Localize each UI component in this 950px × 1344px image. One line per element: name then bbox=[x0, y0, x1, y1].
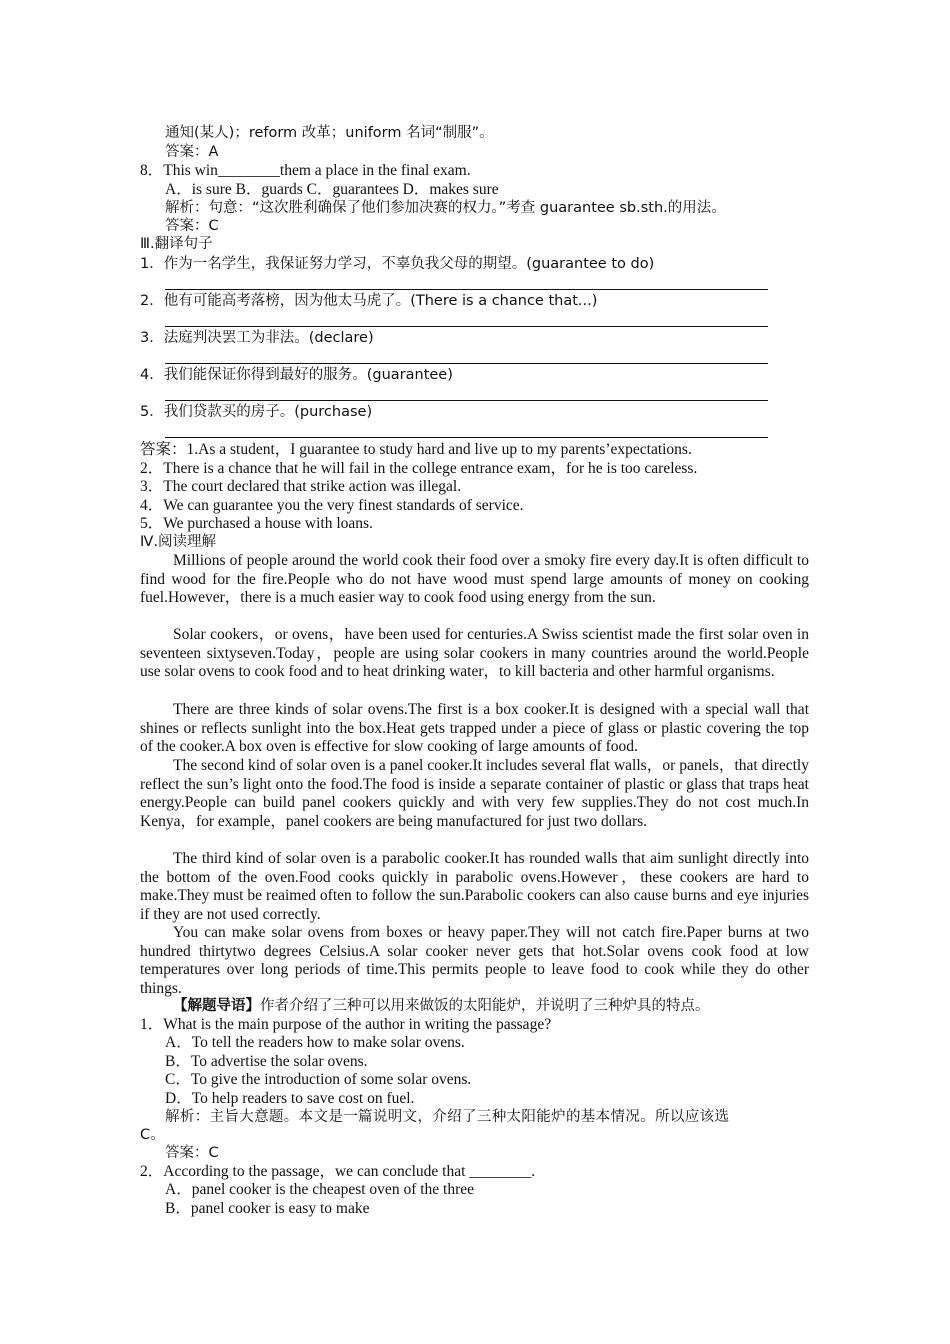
reading-paragraph: The third kind of solar oven is a parabolic cooker.It has rounded walls that aim sunlight directly into the bottom of the oven.Food cooks quickly in parabolic ovens.However，these cookers are hard to make.They must be reaimed often to follow the sun.Parabolic cookers can also cause burns and eye injuries if they are not used correctly. bbox=[140, 850, 809, 923]
translation-item: 2．他有可能高考落榜，因为他太马虎了。(There is a chance that...) bbox=[140, 293, 598, 309]
q8-answer: 答案：C bbox=[165, 218, 219, 234]
q1-option: A．To tell the readers how to make solar ovens. bbox=[165, 1034, 465, 1051]
translation-answer: 5．We purchased a house with loans. bbox=[140, 515, 373, 532]
answer-line bbox=[165, 437, 768, 438]
translation-answer: 答案：1.As a student，I guarantee to study hard and live up to my parents’expectations. bbox=[140, 441, 692, 458]
reading-paragraph: Millions of people around the world cook their food over a smoky fire every day.It is often difficult to find wood for the fire.People who do not have wood must spend large amounts of money on cooking fuel.However，there is a much easier way to cook food using energy from the sun. bbox=[140, 552, 809, 607]
q2-stem: 2．According to the passage，we can conclude that ________. bbox=[140, 1163, 536, 1180]
q8-stem: 8．This win________them a place in the final exam. bbox=[140, 162, 471, 179]
reading-guide bbox=[173, 997, 710, 1015]
vocab-note: 通知(某人)；reform 改革；uniform 名词“制服”。 bbox=[165, 125, 494, 141]
q1-analysis-cont: C。 bbox=[140, 1127, 165, 1143]
reading-paragraph: The second kind of solar oven is a panel cooker.It includes several flat walls，or panels，that directly reflect the sun’s light onto the food.The food is inside a separate container of plastic or glass that traps heat energy.People can build panel cookers quickly and with very few supplies.They do not cost much.In Kenya，for example，panel cookers are being manufactured for just two dollars. bbox=[140, 757, 809, 830]
q1-stem: 1．What is the main purpose of the author in writing the passage? bbox=[140, 1016, 552, 1033]
translation-heading: Ⅲ.翻译句子 bbox=[140, 236, 213, 252]
translation-item: 1．作为一名学生，我保证努力学习，不辜负我父母的期望。(guarantee to do) bbox=[140, 256, 655, 272]
guide-text: 作者介绍了三种可以用来做饭的太阳能炉，并说明了三种炉具的特点。 bbox=[260, 998, 710, 1014]
translation-item: 3．法庭判决罢工为非法。(declare) bbox=[140, 330, 374, 346]
vocab-answer: 答案：A bbox=[165, 144, 219, 160]
reading-paragraph: There are three kinds of solar ovens.The first is a box cooker.It is designed with a special wall that shines or reflects sunlight into the box.Heat gets trapped under a piece of glass or plastic covering the top of the cooker.A box oven is effective for slow cooking of large amounts of food. bbox=[140, 701, 809, 756]
answer-line bbox=[165, 363, 768, 364]
answer-line bbox=[165, 400, 768, 401]
q2-option: B．panel cooker is easy to make bbox=[165, 1200, 370, 1217]
q2-option: A．panel cooker is the cheapest oven of the three bbox=[165, 1181, 475, 1198]
q1-option: B．To advertise the solar ovens. bbox=[165, 1053, 368, 1070]
reading-paragraph: Solar cookers，or ovens，have been used for centuries.A Swiss scientist made the first solar oven in seventeen sixtyseven.Today，people are using solar cookers in many countries around the world.People use solar ovens to cook food and to heat drinking water，to kill bacteria and other harmful organisms. bbox=[140, 626, 809, 681]
reading-paragraph: You can make solar ovens from boxes or heavy paper.They will not catch fire.Paper burns at two hundred thirtytwo degrees Celsius.A solar cooker never gets that hot.Solar ovens cook food at low temperatures over long periods of time.This permits people to leave food to cook while they do other things. bbox=[140, 924, 809, 997]
q1-answer: 答案：C bbox=[165, 1145, 219, 1161]
translation-answer: 3．The court declared that strike action was illegal. bbox=[140, 478, 462, 495]
translation-item: 5．我们贷款买的房子。(purchase) bbox=[140, 404, 373, 420]
answer-line bbox=[165, 289, 768, 290]
q8-options: A．is sure B．guards C．guarantees D．makes sure bbox=[165, 181, 499, 198]
q8-analysis: 解析：句意：“这次胜利确保了他们参加决赛的权力。”考查 guarantee sb.sth.的用法。 bbox=[165, 200, 726, 216]
guide-label: 【解题导语】 bbox=[173, 998, 260, 1014]
reading-heading: Ⅳ.阅读理解 bbox=[140, 534, 216, 550]
translation-answer: 4．We can guarantee you the very finest standards of service. bbox=[140, 497, 524, 514]
translation-answer: 2．There is a chance that he will fail in the college entrance exam，for he is too careless. bbox=[140, 460, 698, 477]
q1-option: D．To help readers to save cost on fuel. bbox=[165, 1090, 415, 1107]
answer-line bbox=[165, 326, 768, 327]
q1-option: C．To give the introduction of some solar ovens. bbox=[165, 1071, 472, 1088]
translation-item: 4．我们能保证你得到最好的服务。(guarantee) bbox=[140, 367, 453, 383]
q1-analysis: 解析：主旨大意题。本文是一篇说明文，介绍了三种太阳能炉的基本情况。所以应该选 bbox=[165, 1109, 730, 1125]
